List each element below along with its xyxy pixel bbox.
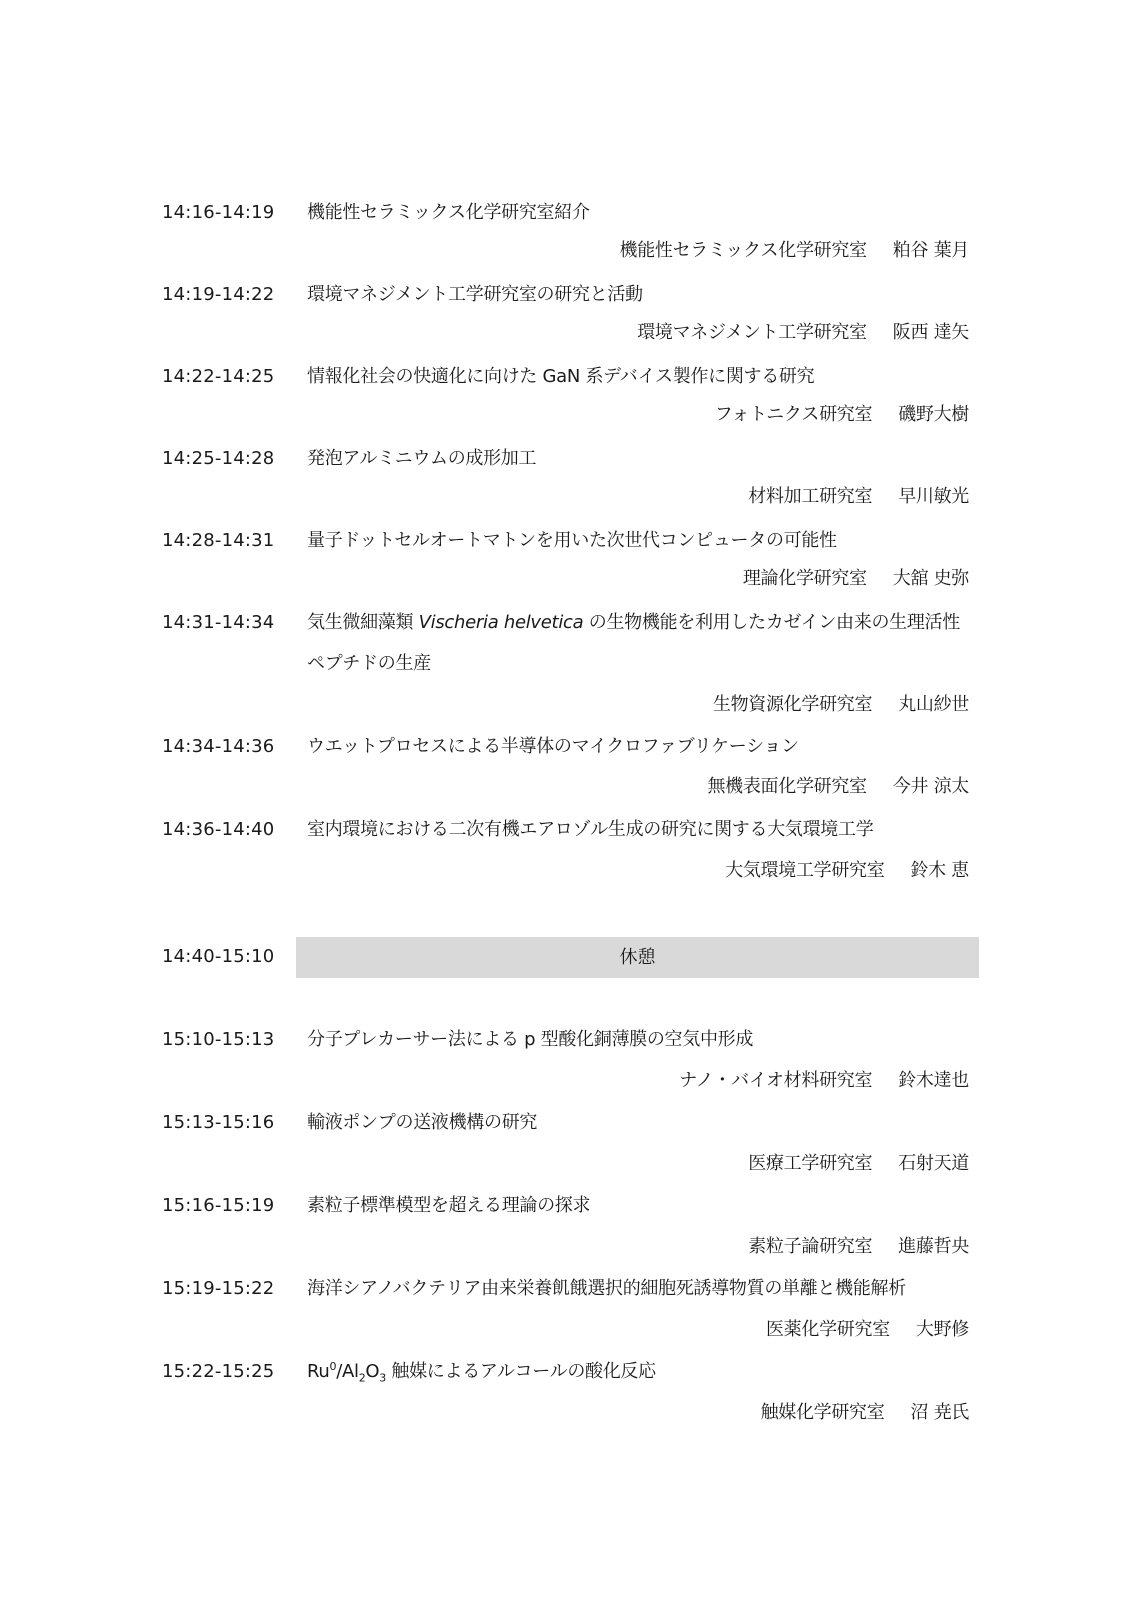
lab-name: ナノ・バイオ材料研究室 <box>679 1070 873 1091</box>
title-text: 触媒によるアルコールの酸化反応 <box>385 1361 656 1382</box>
presenter-name: 進藤哲央 <box>898 1236 969 1257</box>
session-time: 14:25-14:28 <box>162 448 275 469</box>
session-title: ウエットプロセスによる半導体のマイクロファブリケーション <box>307 736 799 757</box>
presenter-name: 今井 涼太 <box>892 776 969 797</box>
presenter-name: 鈴木達也 <box>898 1070 969 1091</box>
presenter-name: 丸山紗世 <box>898 694 969 715</box>
presenter-name: 大野修 <box>915 1319 969 1340</box>
presenter-name: 沼 尭氏 <box>910 1402 969 1423</box>
session-affiliation <box>766 1315 969 1345</box>
session-affiliation <box>707 772 969 802</box>
session-time: 15:22-15:25 <box>162 1361 275 1382</box>
lab-name: 材料加工研究室 <box>748 486 873 507</box>
lab-name: 理論化学研究室 <box>742 568 867 589</box>
session-affiliation <box>748 1232 969 1262</box>
presenter-name: 大舘 史弥 <box>892 568 969 589</box>
formula-al: /Al <box>336 1361 359 1382</box>
presenter-name: 阪西 達矢 <box>892 322 969 343</box>
lab-name: 機能性セラミックス化学研究室 <box>619 240 867 261</box>
session-affiliation <box>620 236 970 266</box>
session-time: 14:22-14:25 <box>162 366 275 387</box>
session-time: 14:31-14:34 <box>162 612 275 633</box>
session-time: 14:28-14:31 <box>162 530 275 551</box>
lab-name: フォトニクス研究室 <box>714 404 873 425</box>
break-banner: 休憩 <box>296 937 979 978</box>
lab-name: 環境マネジメント工学研究室 <box>637 322 867 343</box>
session-affiliation <box>713 690 969 720</box>
session-title <box>307 1357 987 1387</box>
formula-ru: Ru <box>307 1361 330 1382</box>
session-affiliation <box>725 856 969 886</box>
session-time: 14:16-14:19 <box>162 202 275 223</box>
session-title: 室内環境における二次有機エアロゾル生成の研究に関する大気環境工学 <box>307 819 874 840</box>
presenter-name: 石射天道 <box>898 1153 969 1174</box>
presenter-name: 粕谷 葉月 <box>892 240 969 261</box>
lab-name: 医療工学研究室 <box>748 1153 873 1174</box>
title-text: の生物機能を利用したカゼイン由来の生理活性 <box>583 612 960 633</box>
presenter-name: 鈴木 恵 <box>910 860 969 881</box>
formula-subscript: 3 <box>379 1371 386 1385</box>
session-title-continued: ペプチドの生産 <box>307 653 431 674</box>
formula-subscript: 2 <box>358 1371 366 1385</box>
lab-name: 素粒子論研究室 <box>748 1236 873 1257</box>
session-title: 輸液ポンプの送液機構の研究 <box>307 1112 538 1133</box>
session-title: 情報化社会の快適化に向けた GaN 系デバイス製作に関する研究 <box>307 366 815 387</box>
title-text: 気生微細藻類 <box>307 612 419 633</box>
lab-name: 大気環境工学研究室 <box>725 860 885 881</box>
presenter-name: 早川敏光 <box>898 486 969 507</box>
session-title <box>307 608 987 638</box>
session-title: 環境マネジメント工学研究室の研究と活動 <box>307 284 643 305</box>
session-affiliation <box>748 1149 969 1179</box>
session-title: 機能性セラミックス化学研究室紹介 <box>307 202 590 223</box>
session-time: 15:10-15:13 <box>162 1029 275 1050</box>
session-affiliation <box>743 564 969 594</box>
session-title: 素粒子標準模型を超える理論の探求 <box>307 1195 591 1216</box>
lab-name: 医薬化学研究室 <box>765 1319 890 1340</box>
session-affiliation <box>715 400 969 430</box>
lab-name: 触媒化学研究室 <box>760 1402 885 1423</box>
session-time: 15:19-15:22 <box>162 1278 275 1299</box>
lab-name: 無機表面化学研究室 <box>707 776 867 797</box>
break-time: 14:40-15:10 <box>162 946 275 967</box>
session-time: 15:13-15:16 <box>162 1112 275 1133</box>
session-affiliation <box>748 482 969 512</box>
session-time: 14:19-14:22 <box>162 284 275 305</box>
session-title: 量子ドットセルオートマトンを用いた次世代コンピュータの可能性 <box>307 530 837 551</box>
session-affiliation <box>761 1398 969 1428</box>
formula-o: O <box>365 1361 380 1382</box>
presenter-name: 磯野大樹 <box>898 404 969 425</box>
lab-name: 生物資源化学研究室 <box>712 694 873 715</box>
session-title: 分子プレカーサー法による p 型酸化銅薄膜の空気中形成 <box>307 1029 754 1050</box>
session-affiliation <box>637 318 969 348</box>
session-time: 14:36-14:40 <box>162 819 275 840</box>
species-name: Vischeria helvetica <box>418 612 584 633</box>
formula-superscript: 0 <box>329 1360 337 1373</box>
session-title: 海洋シアノバクテリア由来栄養飢餓選択的細胞死誘導物質の単離と機能解析 <box>307 1278 906 1299</box>
session-time: 15:16-15:19 <box>162 1195 275 1216</box>
session-title: 発泡アルミニウムの成形加工 <box>307 448 537 469</box>
session-affiliation <box>679 1066 969 1096</box>
session-time: 14:34-14:36 <box>162 736 275 757</box>
